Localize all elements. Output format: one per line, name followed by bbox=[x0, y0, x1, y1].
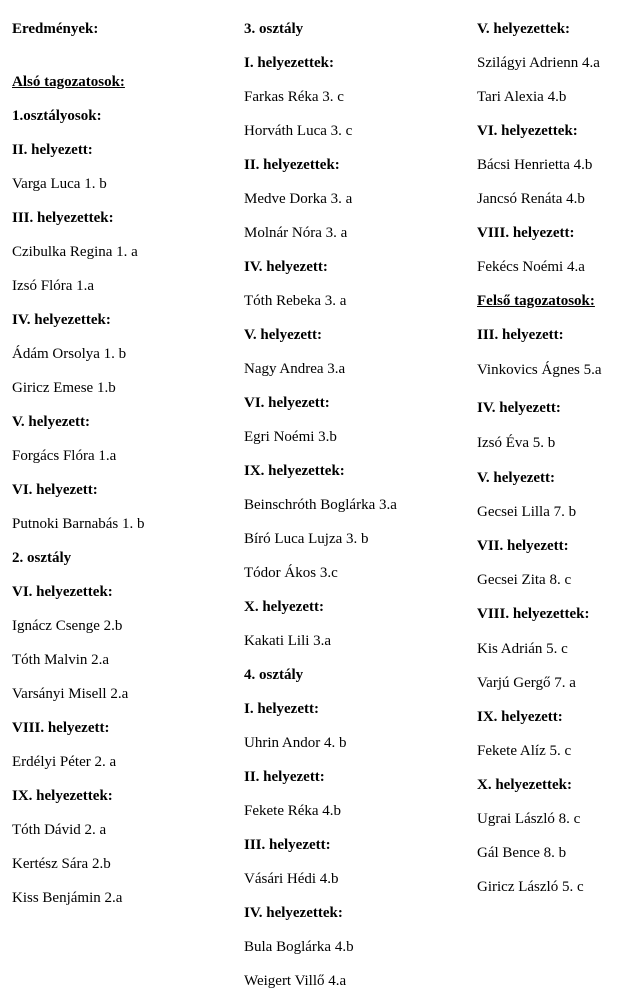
result-name: Uhrin Andor 4. b bbox=[244, 735, 347, 751]
result-name: Egri Noémi 3.b bbox=[244, 429, 337, 445]
result-name: Szilágyi Adrienn 4.a bbox=[477, 55, 600, 71]
result-name: Giricz Emese 1.b bbox=[12, 380, 116, 396]
result-name: Kertész Sára 2.b bbox=[12, 856, 111, 872]
result-name: Fekécs Noémi 4.a bbox=[477, 259, 585, 275]
group-heading: II. helyezett: bbox=[244, 769, 325, 785]
group-heading: VI. helyezett: bbox=[244, 395, 330, 411]
group-heading: V. helyezett: bbox=[244, 327, 323, 343]
result-name: Varjú Gergő 7. a bbox=[477, 675, 576, 691]
result-name: Bácsi Henrietta 4.b bbox=[477, 157, 593, 173]
group-heading: 3. osztály bbox=[244, 21, 304, 37]
result-name: Putnoki Barnabás 1. b bbox=[12, 516, 145, 532]
group-heading: 2. osztály bbox=[12, 550, 72, 566]
result-name: Varga Luca 1. b bbox=[12, 176, 107, 192]
group-heading: IX. helyezett: bbox=[477, 709, 563, 725]
group-heading: 1.osztályosok: bbox=[12, 108, 102, 124]
group-heading: III. helyezettek: bbox=[12, 210, 114, 226]
group-heading: I. helyezettek: bbox=[244, 55, 334, 71]
result-name: Izsó Flóra 1.a bbox=[12, 278, 95, 294]
group-heading: 4. osztály bbox=[244, 667, 304, 683]
group-heading: VI. helyezettek: bbox=[477, 123, 578, 139]
result-name: Fekete Alíz 5. c bbox=[477, 743, 572, 759]
result-name: Forgács Flóra 1.a bbox=[12, 448, 117, 464]
result-name: Weigert Villő 4.a bbox=[244, 973, 347, 989]
result-name: Tóth Dávid 2. a bbox=[12, 822, 107, 838]
group-heading: IV. helyezett: bbox=[244, 259, 328, 275]
result-name: Tóth Rebeka 3. a bbox=[244, 293, 347, 309]
result-name: Ignácz Csenge 2.b bbox=[12, 618, 123, 634]
result-name: Tari Alexia 4.b bbox=[477, 89, 567, 105]
group-heading: X. helyezett: bbox=[244, 599, 324, 615]
result-name: Vinkovics Ágnes 5.a bbox=[477, 362, 602, 378]
group-heading: I. helyezett: bbox=[244, 701, 319, 717]
result-name: Vásári Hédi 4.b bbox=[244, 871, 339, 887]
result-name: Molnár Nóra 3. a bbox=[244, 225, 348, 241]
group-heading: II. helyezettek: bbox=[244, 157, 340, 173]
result-name: Erdélyi Péter 2. a bbox=[12, 754, 117, 770]
result-name: Varsányi Misell 2.a bbox=[12, 686, 129, 702]
result-name: Ádám Orsolya 1. b bbox=[12, 346, 127, 362]
result-name: Jancsó Renáta 4.b bbox=[477, 191, 585, 207]
group-heading: IX. helyezettek: bbox=[12, 788, 113, 804]
group-heading: VII. helyezett: bbox=[477, 538, 569, 554]
group-heading: VIII. helyezett: bbox=[12, 720, 110, 736]
group-heading: III. helyezett: bbox=[244, 837, 331, 853]
group-heading: IV. helyezett: bbox=[477, 400, 561, 416]
group-heading: VIII. helyezett: bbox=[477, 225, 575, 241]
result-name: Farkas Réka 3. c bbox=[244, 89, 344, 105]
result-name: Fekete Réka 4.b bbox=[244, 803, 342, 819]
result-name: Nagy Andrea 3.a bbox=[244, 361, 346, 377]
group-heading: X. helyezettek: bbox=[477, 777, 572, 793]
result-name: Ugrai László 8. c bbox=[477, 811, 581, 827]
result-name: Medve Dorka 3. a bbox=[244, 191, 353, 207]
group-heading: III. helyezett: bbox=[477, 327, 564, 343]
group-heading: II. helyezett: bbox=[12, 142, 93, 158]
result-name: Bula Boglárka 4.b bbox=[244, 939, 354, 955]
group-heading: VI. helyezett: bbox=[12, 482, 98, 498]
result-name: Gál Bence 8. b bbox=[477, 845, 567, 861]
result-name: Giricz László 5. c bbox=[477, 879, 584, 895]
result-name: Gecsei Lilla 7. b bbox=[477, 504, 577, 520]
group-heading: IX. helyezettek: bbox=[244, 463, 345, 479]
result-name: Kakati Lili 3.a bbox=[244, 633, 332, 649]
result-name: Tóth Malvin 2.a bbox=[12, 652, 110, 668]
result-name: Gecsei Zita 8. c bbox=[477, 572, 572, 588]
group-heading: VIII. helyezettek: bbox=[477, 606, 590, 622]
group-heading: IV. helyezettek: bbox=[12, 312, 111, 328]
group-heading: V. helyezett: bbox=[477, 470, 556, 486]
group-heading: Eredmények: bbox=[12, 21, 99, 37]
result-name: Beinschróth Boglárka 3.a bbox=[244, 497, 397, 513]
result-name: Izsó Éva 5. b bbox=[477, 435, 556, 451]
result-name: Horváth Luca 3. c bbox=[244, 123, 353, 139]
group-heading: IV. helyezettek: bbox=[244, 905, 343, 921]
result-name: Kis Adrián 5. c bbox=[477, 641, 568, 657]
group-heading: V. helyezettek: bbox=[477, 21, 571, 37]
section-title: Felső tagozatosok: bbox=[477, 293, 595, 309]
result-name: Bíró Luca Lujza 3. b bbox=[244, 531, 369, 547]
result-name: Tódor Ákos 3.c bbox=[244, 565, 338, 581]
section-title: Alsó tagozatosok: bbox=[12, 74, 125, 90]
group-heading: VI. helyezettek: bbox=[12, 584, 113, 600]
result-name: Kiss Benjámin 2.a bbox=[12, 890, 123, 906]
group-heading: V. helyezett: bbox=[12, 414, 91, 430]
result-name: Czibulka Regina 1. a bbox=[12, 244, 138, 260]
